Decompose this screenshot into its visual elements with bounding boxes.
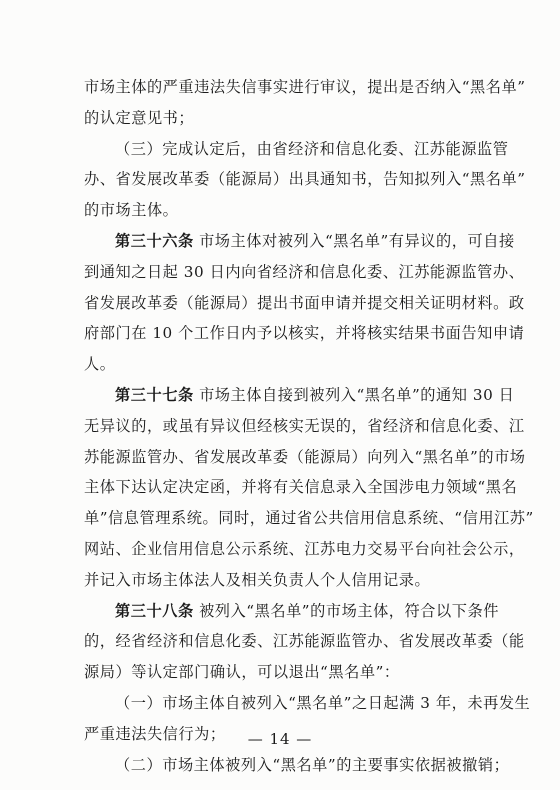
article-text: 市场主体对被列入“黑名单”有异议的，可自接 [193,231,515,250]
text-line: 单”信息管理系统。同时，通过省公共信用信息系统、“信用江苏” [84,509,534,528]
text-line: 府部门在 10 个工作日内予以核实，并将核实结果书面告知申请 [84,324,525,343]
text-line: 省发展改革委（能源局）提出书面申请并提交相关证明材料。政 [84,293,525,312]
text-line: 办、省发展改革委（能源局）出具通知书，告知拟列入“黑名单” [84,170,526,189]
article-text: 被列入“黑名单”的市场主体，符合以下条件 [193,601,499,620]
text-line: 市场主体的严重违法失信事实进行审议，提出是否纳入“黑名单” [84,78,526,96]
text-line: 苏能源监管办、省发展改革委（能源局）向列入“黑名单”的市场 [84,447,526,466]
article-38-line [84,596,499,627]
text-line: 的市场主体。 [84,201,179,220]
article-heading: 第三十六条 [115,231,194,250]
article-heading: 第三十八条 [115,601,194,620]
text-line: 严重违法失信行为； [84,724,226,743]
text-line: 源局）等认定部门确认，可以退出“黑名单”： [84,663,400,682]
text-line: （三）完成认定后，由省经济和信息化委、江苏能源监管 [115,139,509,158]
text-line: 网站、企业信用信息公示系统、江苏电力交易平台向社会公示， [84,539,525,558]
article-heading: 第三十七条 [115,385,194,404]
text-line: 人。 [84,355,116,374]
text-line: 主体下达认定决定函，并将有关信息录入全国涉电力领域“黑名 [84,478,518,497]
article-37-line [84,380,515,411]
article-36-line [84,226,515,257]
article-text: 市场主体自接到被列入“黑名单”的通知 30 日 [193,385,515,404]
page-number: — 14 — [247,730,313,748]
text-line: （二）市场主体被列入“黑名单”的主要事实依据被撤销； [115,755,510,774]
text-line: 的，经省经济和信息化委、江苏能源监管办、省发展改革委（能 [84,632,525,651]
text-line: 到通知之日起 30 日内向省经济和信息化委、江苏能源监管办、 [84,262,525,281]
text-line: 的认定意见书； [84,108,195,127]
body-text [84,72,534,780]
text-line: 无异议的，或虽有异议但经核实无误的，省经济和信息化委、江 [84,416,525,435]
text-line: （一）市场主体自被列入“黑名单”之日起满 3 年，未再发生 [115,693,531,712]
text-line: 并记入市场主体法人及相关负责人个人信用记录。 [84,570,431,589]
